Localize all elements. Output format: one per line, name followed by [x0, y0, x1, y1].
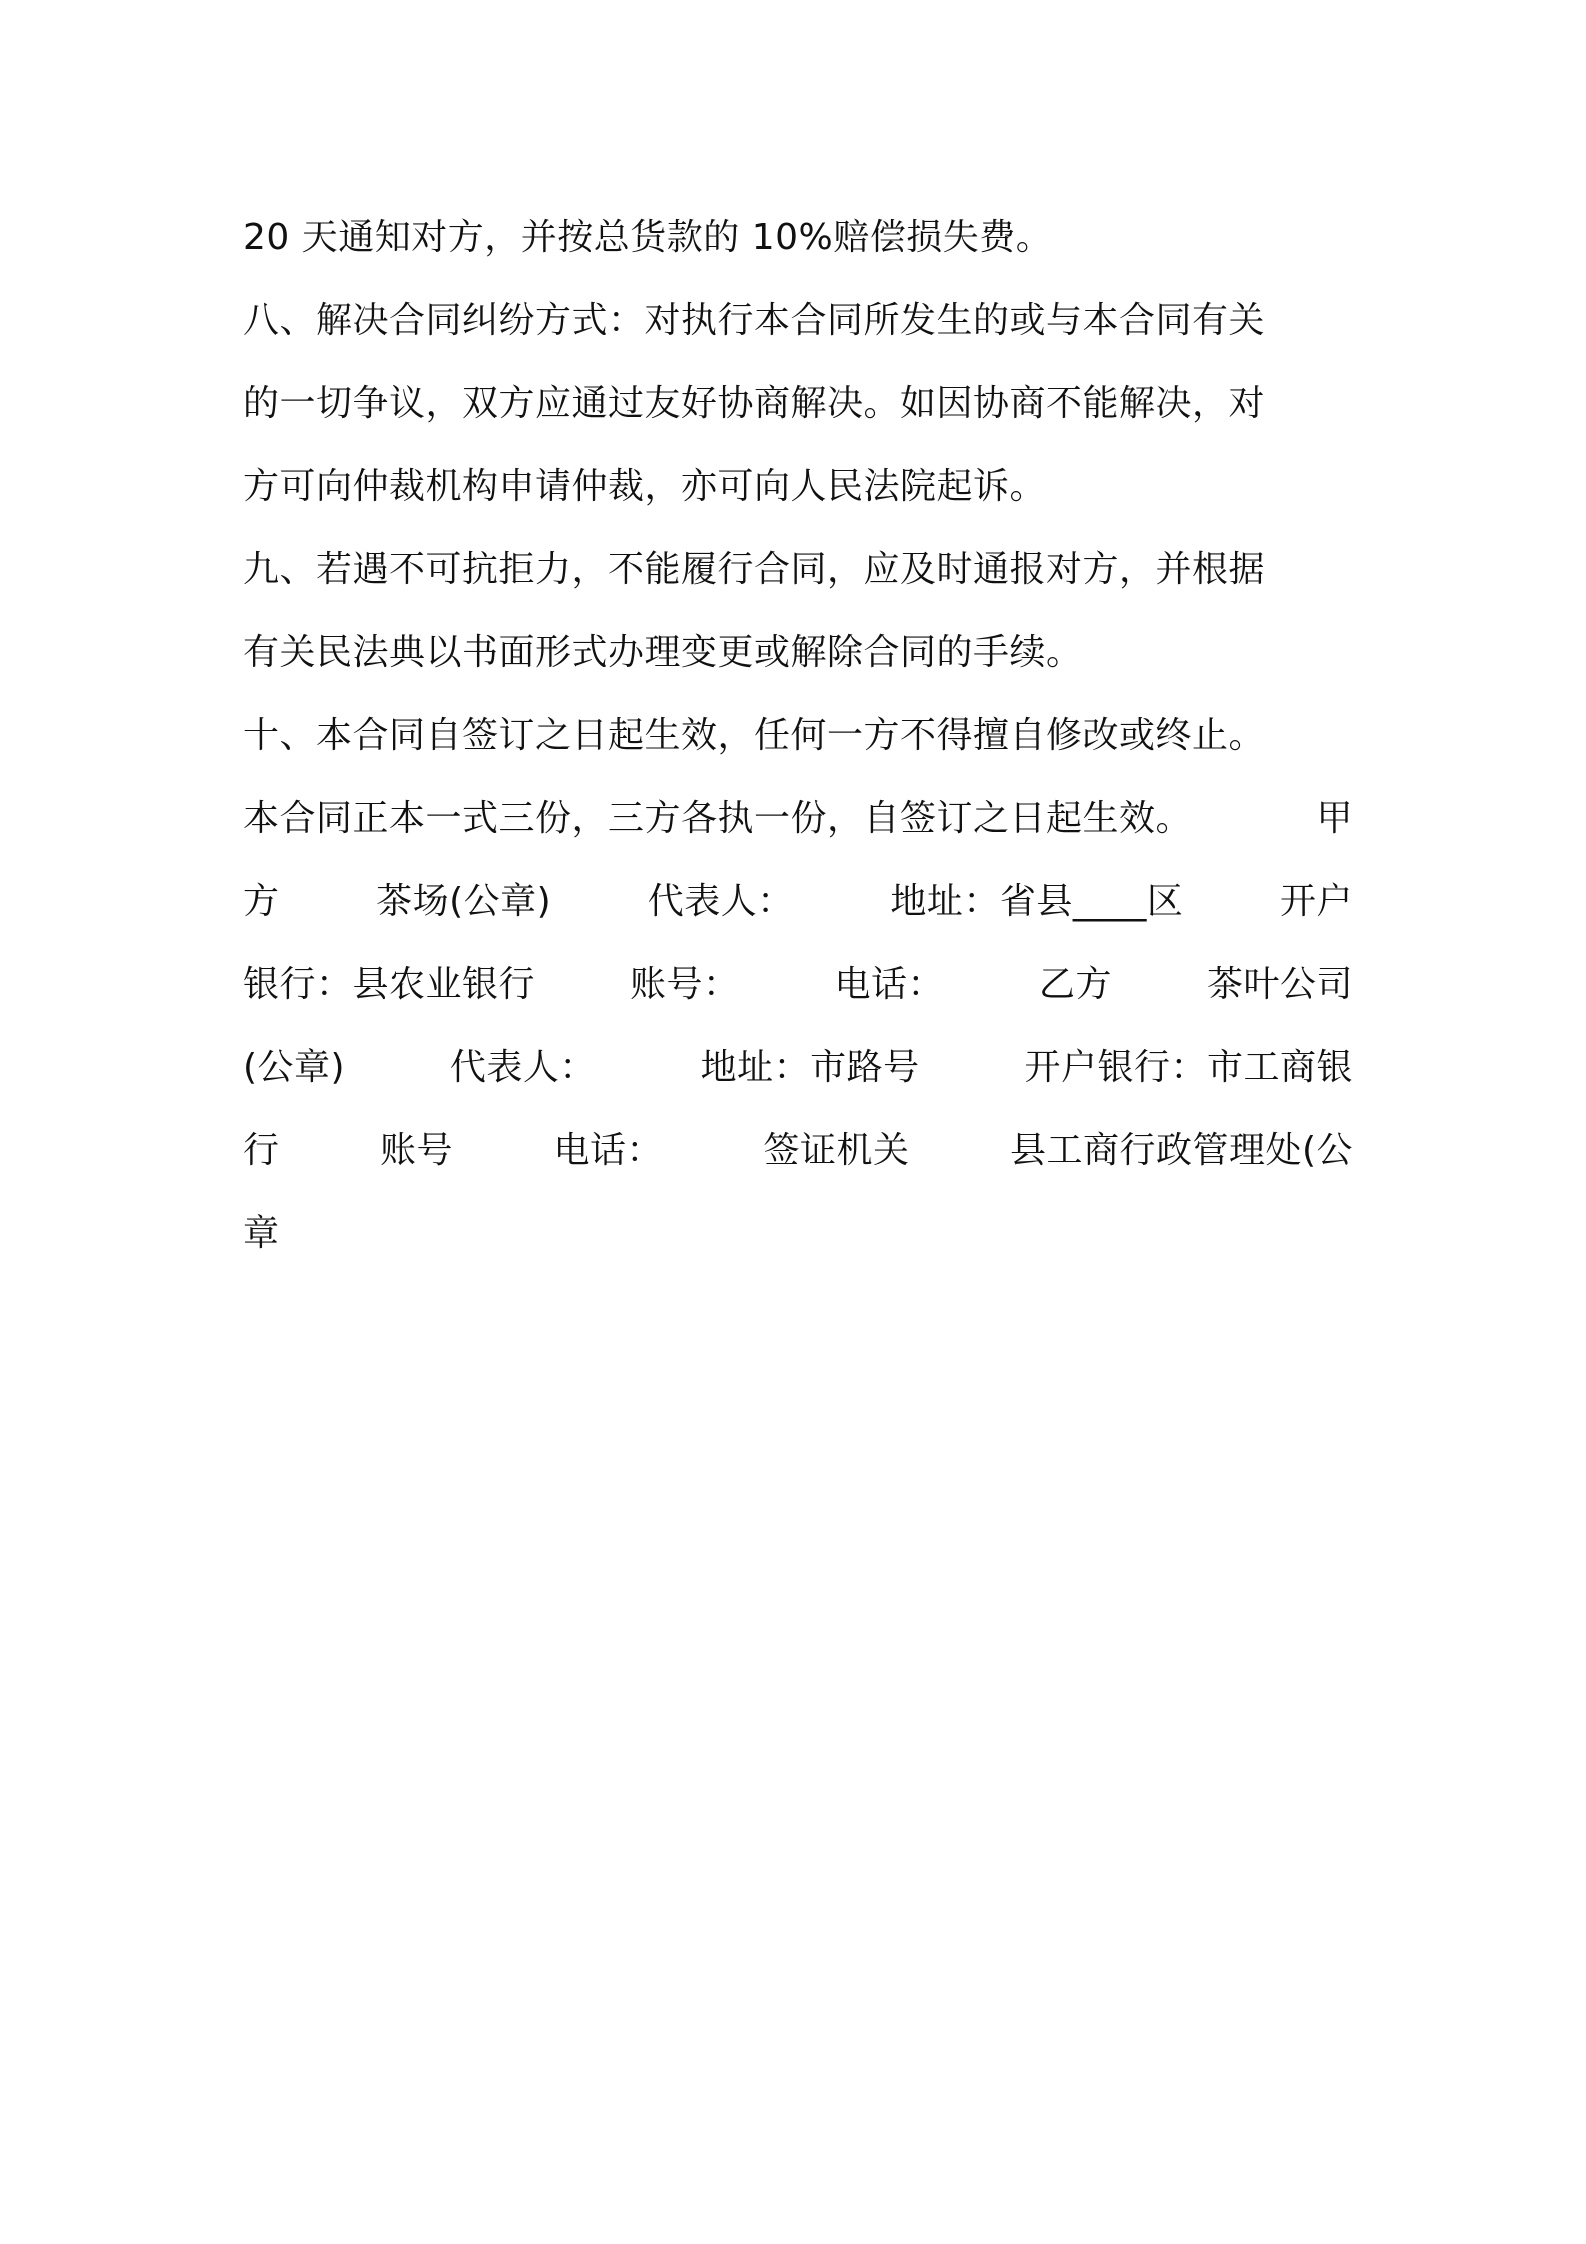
signature-segment: 签证机关: [763, 1130, 910, 1171]
signature-segment: 开户银行：市工商银: [1024, 1047, 1353, 1088]
signature-segment: 甲: [1316, 798, 1353, 839]
signature-segment: 账号: [379, 1130, 453, 1171]
signature-line-1: [243, 777, 1353, 860]
signature-line-6: [243, 1192, 1353, 1275]
paragraph-line: 20 天通知对方，并按总货款的 10%赔偿损失费。: [243, 217, 1053, 258]
signature-segment: 账号：: [629, 964, 740, 1005]
signature-segment: 银行：县农业银行: [243, 964, 536, 1005]
clause-8-line-3: 方可向仲裁机构申请仲裁，亦可向人民法院起诉。: [243, 466, 1047, 507]
signature-segment: 地址：省县____区: [890, 881, 1184, 922]
signature-segment: 方: [243, 881, 280, 922]
signature-segment: 电话：: [834, 964, 944, 1005]
signature-line-2: [243, 860, 1353, 943]
signature-segment: (公章): [243, 1047, 346, 1088]
clause-9-line-1: 九、若遇不可抗拒力，不能履行合同，应及时通报对方，并根据: [243, 549, 1266, 590]
clause-9-line-2: 有关民法典以书面形式办理变更或解除合同的手续。: [243, 632, 1083, 673]
signature-line-5: [243, 1109, 1353, 1192]
signature-segment: 代表人：: [647, 881, 794, 922]
signature-segment: 电话：: [553, 1130, 663, 1171]
clause-8-line-1: 八、解决合同纠纷方式：对执行本合同所发生的或与本合同有关: [243, 300, 1266, 341]
signature-segment: 县工商行政管理处(公: [1009, 1130, 1353, 1171]
signature-line-4: [243, 1026, 1353, 1109]
signature-segment: 茶场(公章): [376, 881, 552, 922]
signature-segment: 地址：市路号: [700, 1047, 920, 1088]
signature-segment: 行: [243, 1130, 280, 1171]
signature-segment: 章: [243, 1213, 280, 1254]
signature-segment: 开户: [1279, 881, 1353, 922]
clause-10-line: 十、本合同自签订之日起生效，任何一方不得擅自修改或终止。: [243, 715, 1266, 756]
signature-line-3: [243, 943, 1353, 1026]
signature-segment: 代表人：: [449, 1047, 596, 1088]
contract-body: [243, 196, 1353, 1275]
clause-8-line-2: 的一切争议，双方应通过友好协商解决。如因协商不能解决，对: [243, 383, 1266, 424]
signature-segment: 本合同正本一式三份，三方各执一份，自签订之日起生效。: [243, 798, 1193, 839]
signature-segment: 茶叶公司: [1206, 964, 1353, 1005]
signature-segment: 乙方: [1038, 964, 1112, 1005]
